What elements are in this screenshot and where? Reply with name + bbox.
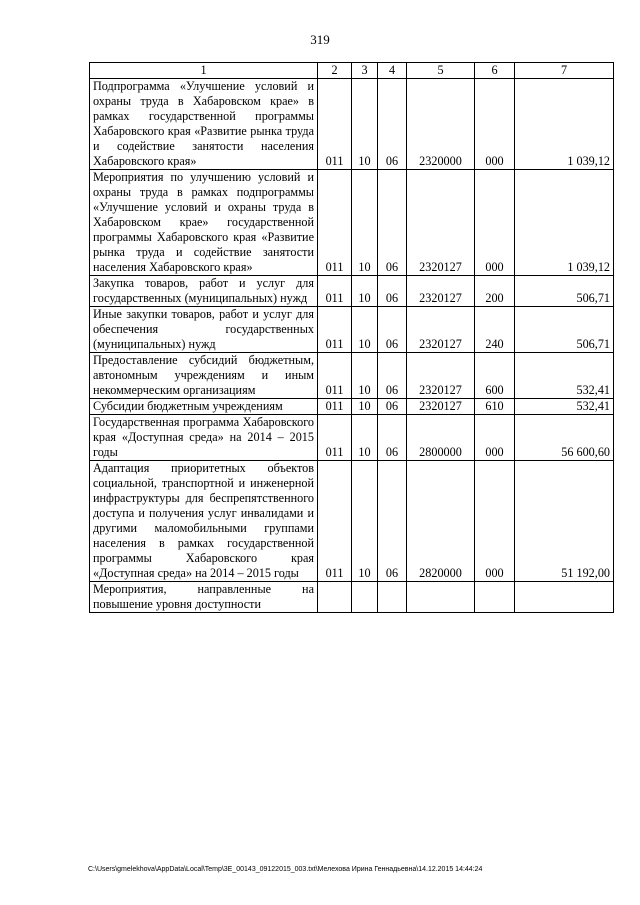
document-footer-path: C:\Users\gmelekhova\AppData\Local\Temp\3E_00143_09122015_003.txt\Мелехова Ирина Геннадьевна\14.12.2015 14:44:24 bbox=[88, 866, 483, 873]
row-ministry-code: 011 bbox=[318, 399, 352, 415]
row-target-code: 2820000 bbox=[407, 461, 475, 582]
row-subsection-code bbox=[378, 582, 407, 613]
row-expense-type-code: 000 bbox=[475, 79, 515, 170]
row-expense-type-code: 000 bbox=[475, 461, 515, 582]
row-ministry-code: 011 bbox=[318, 461, 352, 582]
row-expense-type-code: 610 bbox=[475, 399, 515, 415]
row-amount bbox=[515, 582, 614, 613]
row-section-code: 10 bbox=[352, 276, 378, 307]
table-row bbox=[90, 415, 614, 461]
row-subsection-code: 06 bbox=[378, 353, 407, 399]
row-section-code: 10 bbox=[352, 170, 378, 276]
header-col-5: 5 bbox=[407, 63, 475, 79]
row-amount: 1 039,12 bbox=[515, 79, 614, 170]
budget-table bbox=[89, 62, 614, 613]
row-section-code: 10 bbox=[352, 399, 378, 415]
row-section-code: 10 bbox=[352, 79, 378, 170]
table-header-row bbox=[90, 63, 614, 79]
row-subsection-code: 06 bbox=[378, 461, 407, 582]
row-target-code: 2320127 bbox=[407, 307, 475, 353]
row-expense-type-code: 200 bbox=[475, 276, 515, 307]
row-section-code: 10 bbox=[352, 307, 378, 353]
header-col-4: 4 bbox=[378, 63, 407, 79]
row-target-code: 2320127 bbox=[407, 170, 475, 276]
row-section-code: 10 bbox=[352, 415, 378, 461]
row-expense-type-code: 000 bbox=[475, 415, 515, 461]
row-name: Подпрограмма «Улучшение условий и охраны труда в Хабаровском крае» в рамках государственной программы Хабаровского края «Развитие рынка труда и содействие занятости населения Хабаровского края» bbox=[90, 79, 318, 170]
row-target-code: 2800000 bbox=[407, 415, 475, 461]
row-expense-type-code: 240 bbox=[475, 307, 515, 353]
row-amount: 51 192,00 bbox=[515, 461, 614, 582]
row-target-code: 2320127 bbox=[407, 353, 475, 399]
table-row bbox=[90, 353, 614, 399]
row-name: Закупка товаров, работ и услуг для государственных (муниципальных) нужд bbox=[90, 276, 318, 307]
row-name: Предоставление субсидий бюджетным, автономным учреждениям и иным некоммерческим организациям bbox=[90, 353, 318, 399]
row-ministry-code: 011 bbox=[318, 353, 352, 399]
table-row bbox=[90, 307, 614, 353]
table-row bbox=[90, 461, 614, 582]
row-expense-type-code: 000 bbox=[475, 170, 515, 276]
row-target-code: 2320000 bbox=[407, 79, 475, 170]
row-subsection-code: 06 bbox=[378, 307, 407, 353]
row-section-code: 10 bbox=[352, 461, 378, 582]
table-row bbox=[90, 276, 614, 307]
row-amount: 506,71 bbox=[515, 307, 614, 353]
row-amount: 532,41 bbox=[515, 353, 614, 399]
row-name: Иные закупки товаров, работ и услуг для обеспечения государственных (муниципальных) нужд bbox=[90, 307, 318, 353]
row-ministry-code: 011 bbox=[318, 415, 352, 461]
header-col-3: 3 bbox=[352, 63, 378, 79]
row-subsection-code: 06 bbox=[378, 79, 407, 170]
header-col-6: 6 bbox=[475, 63, 515, 79]
row-target-code: 2320127 bbox=[407, 399, 475, 415]
header-col-2: 2 bbox=[318, 63, 352, 79]
row-target-code: 2320127 bbox=[407, 276, 475, 307]
row-expense-type-code: 600 bbox=[475, 353, 515, 399]
row-section-code bbox=[352, 582, 378, 613]
header-col-7: 7 bbox=[515, 63, 614, 79]
table-row bbox=[90, 582, 614, 613]
row-amount: 532,41 bbox=[515, 399, 614, 415]
table-row bbox=[90, 79, 614, 170]
header-col-1: 1 bbox=[90, 63, 318, 79]
row-name: Государственная программа Хабаровского края «Доступная среда» на 2014 – 2015 годы bbox=[90, 415, 318, 461]
row-ministry-code: 011 bbox=[318, 79, 352, 170]
page-number: 319 bbox=[310, 32, 330, 47]
row-subsection-code: 06 bbox=[378, 170, 407, 276]
row-section-code: 10 bbox=[352, 353, 378, 399]
row-ministry-code bbox=[318, 582, 352, 613]
row-ministry-code: 011 bbox=[318, 307, 352, 353]
row-name: Мероприятия по улучшению условий и охраны труда в рамках подпрограммы «Улучшение условий и охраны труда в Хабаровском крае» государственной программы Хабаровского края «Развитие рынка труда и содействие занятости населения Хабаровского края» bbox=[90, 170, 318, 276]
row-name: Адаптация приоритетных объектов социальной, транспортной и инженерной инфраструктуры для беспрепятственного доступа и получения услуг инвалидами и другими маломобильными группами населения в рамках государственной программы Хабаровского края «Доступная среда» на 2014 – 2015 годы bbox=[90, 461, 318, 582]
row-subsection-code: 06 bbox=[378, 399, 407, 415]
row-name: Мероприятия, направленные на повышение уровня доступности bbox=[90, 582, 318, 613]
row-ministry-code: 011 bbox=[318, 170, 352, 276]
row-ministry-code: 011 bbox=[318, 276, 352, 307]
row-amount: 1 039,12 bbox=[515, 170, 614, 276]
table-row bbox=[90, 170, 614, 276]
row-amount: 506,71 bbox=[515, 276, 614, 307]
row-amount: 56 600,60 bbox=[515, 415, 614, 461]
table-row bbox=[90, 399, 614, 415]
row-expense-type-code bbox=[475, 582, 515, 613]
row-target-code bbox=[407, 582, 475, 613]
row-subsection-code: 06 bbox=[378, 415, 407, 461]
row-subsection-code: 06 bbox=[378, 276, 407, 307]
row-name: Субсидии бюджетным учреждениям bbox=[90, 399, 318, 415]
